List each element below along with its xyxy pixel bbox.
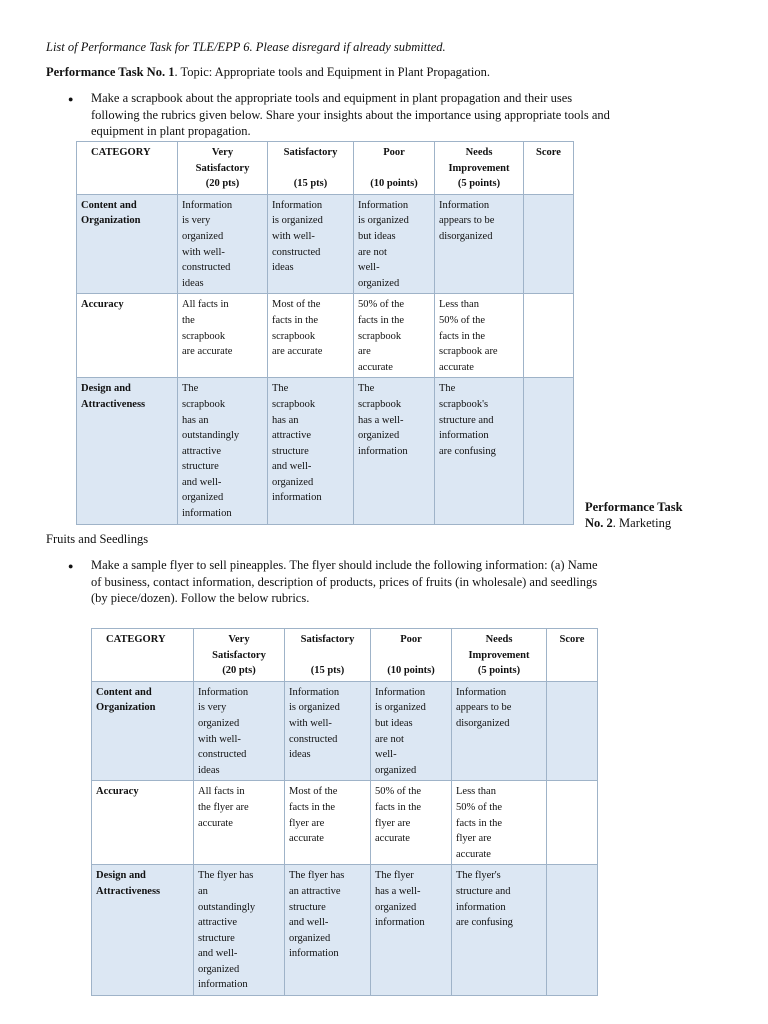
cell-text-line: information	[272, 492, 322, 504]
score-cell	[547, 781, 598, 865]
score-cell	[524, 294, 574, 378]
cell-text-line: with well-	[182, 246, 225, 258]
column-header	[194, 629, 285, 682]
cell-text-line: organized	[198, 963, 240, 975]
cell-text-line: is organized	[375, 702, 426, 714]
cell-text-line: well-	[375, 749, 397, 761]
criteria-cell	[268, 378, 354, 524]
cell-text-line	[272, 161, 349, 177]
cell-text-line: accurate	[375, 833, 410, 845]
cell-text-line: Most of the	[289, 786, 338, 798]
cell-text-line: facts in the	[272, 314, 319, 326]
cell-text-line: Attractiveness	[81, 398, 146, 410]
cell-text-line: is very	[198, 702, 227, 714]
cell-text-line: Organization	[81, 215, 141, 227]
cell-text-line: information	[439, 430, 489, 442]
criteria-cell	[435, 194, 524, 294]
cell-text-line: information	[375, 917, 425, 929]
cell-text-line: Attractiveness	[96, 885, 161, 897]
criteria-cell	[178, 194, 268, 294]
cell-text-line: facts in the	[456, 817, 503, 829]
cell-text-line: outstandingly	[198, 901, 256, 913]
rubric-table-flyer	[91, 628, 598, 996]
cell-text-line: Satisfactory	[195, 162, 250, 174]
cell-text-line: Satisfactory	[300, 634, 355, 645]
criteria-cell	[371, 865, 452, 996]
task2-title-line2	[585, 515, 671, 531]
cell-text-line: are	[358, 346, 371, 358]
cell-text-line: facts in the	[375, 801, 422, 813]
cell-text-line: All facts in	[198, 786, 245, 798]
table-row	[92, 781, 598, 865]
table-row	[77, 294, 574, 378]
cell-text-line: scrapbook	[358, 398, 402, 410]
cell-text-line: is very	[182, 215, 211, 227]
cell-text-line: structure	[182, 461, 219, 473]
cell-text-line: facts in the	[289, 801, 336, 813]
cell-text-line: 50% of the	[456, 801, 503, 813]
cell-text-line: information	[198, 979, 248, 991]
cell-text-line: The flyer	[375, 870, 414, 882]
criteria-cell	[452, 781, 547, 865]
document-header-note: List of Performance Task for TLE/EPP 6. Please disregard if already submitted.	[46, 40, 446, 54]
cell-text-line: information	[456, 901, 506, 913]
category-cell	[92, 865, 194, 996]
table-row	[77, 378, 574, 524]
task1-label: Performance Task No. 1	[46, 65, 175, 79]
cell-text-line: ideas	[182, 277, 204, 289]
cell-text-line: ideas	[289, 749, 311, 761]
task2-topic: . Marketing	[612, 516, 672, 530]
cell-text-line: Organization	[96, 702, 156, 714]
column-header	[178, 142, 268, 195]
column-header	[435, 142, 524, 195]
cell-text-line: accurate	[358, 361, 393, 373]
cell-text-line: Information	[456, 686, 507, 698]
cell-text-line: structure and	[456, 885, 511, 897]
cell-text-line: organized	[375, 901, 417, 913]
cell-text-line: attractive	[272, 430, 312, 442]
category-cell	[92, 681, 194, 781]
cell-text-line: (5 points)	[457, 178, 501, 190]
cell-text-line: and well-	[198, 948, 238, 960]
table-row	[77, 194, 574, 294]
cell-text-line: organized	[358, 277, 400, 289]
criteria-cell	[452, 681, 547, 781]
task1-instruction-line: Make a scrapbook about the appropriate tools and equipment in plant propagation and their uses	[91, 91, 573, 105]
criteria-cell	[435, 378, 524, 524]
cell-text-line: Accuracy	[96, 786, 139, 798]
cell-text-line: scrapbook	[358, 330, 402, 342]
column-header	[452, 629, 547, 682]
cell-text-line: accurate	[456, 848, 491, 860]
cell-text-line: 50% of the	[439, 314, 486, 326]
cell-text-line: constructed	[289, 733, 338, 745]
cell-text-line: accurate	[198, 817, 233, 829]
cell-text-line	[375, 648, 447, 664]
table-header-row	[92, 629, 598, 682]
cell-text-line: organized	[198, 717, 240, 729]
cell-text-line: organized	[289, 932, 331, 944]
cell-text-line: Information	[439, 199, 490, 211]
cell-text-line: Score	[536, 147, 561, 158]
cell-text-line	[358, 161, 430, 177]
cell-text-line: Information	[272, 199, 323, 211]
cell-text-line: structure	[272, 445, 309, 457]
task2-instruction-line: Make a sample flyer to sell pineapples. The flyer should include the following information: (a) Name	[91, 558, 598, 572]
cell-text-line: facts in the	[439, 330, 486, 342]
criteria-cell	[285, 781, 371, 865]
cell-text-line: flyer are	[375, 817, 411, 829]
column-header	[77, 142, 178, 195]
cell-text-line: an	[198, 885, 208, 897]
criteria-cell	[354, 294, 435, 378]
cell-text-line: and well-	[289, 917, 329, 929]
cell-text-line: (5 points)	[477, 665, 521, 677]
cell-text-line: Content and	[81, 199, 137, 211]
category-cell	[77, 378, 178, 524]
cell-text-line: (15 pts)	[310, 665, 345, 677]
criteria-cell	[354, 194, 435, 294]
column-header	[268, 142, 354, 195]
cell-text-line: constructed	[198, 749, 247, 761]
cell-text-line	[289, 648, 366, 664]
category-cell	[92, 781, 194, 865]
column-header	[371, 629, 452, 682]
cell-text-line: has a well-	[375, 885, 421, 897]
cell-text-line: (10 points)	[387, 665, 435, 677]
cell-text-line: Information	[198, 686, 249, 698]
criteria-cell	[194, 781, 285, 865]
task2-topic-continued: Fruits and Seedlings	[46, 532, 149, 546]
cell-text-line: organized	[375, 764, 417, 776]
bullet-icon: ●	[68, 561, 74, 571]
cell-text-line: Poor	[383, 147, 405, 158]
cell-text-line: The flyer has	[289, 870, 345, 882]
cell-text-line: (15 pts)	[293, 178, 328, 190]
cell-text-line: organized	[272, 476, 314, 488]
cell-text-line: CATEGORY	[91, 147, 151, 158]
cell-text-line: flyer are	[456, 833, 492, 845]
cell-text-line: Content and	[96, 686, 152, 698]
cell-text-line: Design and	[81, 383, 131, 395]
cell-text-line: attractive	[182, 445, 222, 457]
bullet-icon: ●	[68, 94, 74, 104]
cell-text-line: (10 points)	[370, 178, 418, 190]
cell-text-line: constructed	[272, 246, 321, 258]
column-header	[285, 629, 371, 682]
cell-text-line: with well-	[289, 717, 332, 729]
cell-text-line: 50% of the	[358, 299, 405, 311]
cell-text-line: disorganized	[456, 717, 510, 729]
cell-text-line: organized	[358, 430, 400, 442]
task1-topic: . Topic: Appropriate tools and Equipment in Plant Propagation.	[174, 65, 490, 79]
cell-text-line: organized	[182, 230, 224, 242]
cell-text-line: Information	[375, 686, 426, 698]
category-cell	[77, 194, 178, 294]
cell-text-line: scrapbook	[272, 330, 316, 342]
criteria-cell	[285, 681, 371, 781]
task1-instruction-line: equipment in plant propagation.	[91, 124, 251, 138]
cell-text-line: the flyer are	[198, 801, 249, 813]
criteria-cell	[268, 294, 354, 378]
cell-text-line: are not	[375, 733, 404, 745]
task1-instruction-line: following the rubrics given below. Share your insights about the importance using appropriate tools and	[91, 107, 610, 122]
cell-text-line: is organized	[289, 702, 340, 714]
cell-text-line: Very	[211, 147, 234, 158]
cell-text-line: scrapbook	[182, 330, 226, 342]
cell-text-line: Score	[559, 634, 585, 645]
cell-text-line: information	[182, 508, 232, 520]
cell-text-line: with well-	[272, 230, 315, 242]
cell-text-line: an attractive	[289, 885, 341, 897]
cell-text-line: has an	[182, 414, 209, 426]
cell-text-line: ideas	[198, 764, 220, 776]
cell-text-line: and well-	[272, 461, 312, 473]
cell-text-line: facts in the	[358, 314, 405, 326]
cell-text-line: is organized	[272, 215, 323, 227]
cell-text-line: Accuracy	[81, 299, 124, 311]
criteria-cell	[371, 781, 452, 865]
criteria-cell	[178, 294, 268, 378]
criteria-cell	[371, 681, 452, 781]
cell-text-line: Improvement	[468, 649, 530, 661]
cell-text-line: Less than	[456, 786, 496, 798]
cell-text-line: Improvement	[448, 162, 510, 174]
cell-text-line: are confusing	[456, 917, 513, 929]
cell-text-line: disorganized	[439, 230, 493, 242]
cell-text-line: and well-	[182, 476, 222, 488]
cell-text-line: appears to be	[456, 702, 512, 714]
cell-text-line: constructed	[182, 262, 231, 274]
cell-text-line: (20 pts)	[205, 178, 240, 190]
cell-text-line: are not	[358, 246, 387, 258]
cell-text-line: structure	[198, 932, 235, 944]
cell-text-line: Design and	[96, 870, 146, 882]
cell-text-line: Less than	[439, 299, 479, 311]
score-cell	[547, 681, 598, 781]
cell-text-line: flyer are	[289, 817, 325, 829]
column-header	[547, 629, 598, 682]
cell-text-line: are accurate	[182, 346, 233, 358]
cell-text-line: outstandingly	[182, 430, 240, 442]
cell-text-line: scrapbook are	[439, 346, 498, 358]
task2-label-line2: No. 2	[585, 516, 613, 530]
criteria-cell	[268, 194, 354, 294]
cell-text-line: Most of the	[272, 299, 321, 311]
cell-text-line: information	[358, 445, 408, 457]
cell-text-line: organized	[182, 492, 224, 504]
cell-text-line: has a well-	[358, 414, 404, 426]
cell-text-line: 50% of the	[375, 786, 422, 798]
cell-text-line: structure	[289, 901, 326, 913]
criteria-cell	[178, 378, 268, 524]
criteria-cell	[194, 865, 285, 996]
criteria-cell	[285, 865, 371, 996]
task1-instructions	[91, 90, 610, 140]
task2-label-line1: Performance Task	[585, 500, 683, 514]
score-cell	[524, 378, 574, 524]
cell-text-line: All facts in	[182, 299, 229, 311]
cell-text-line: The	[358, 383, 375, 395]
cell-text-line: scrapbook	[182, 398, 226, 410]
task2-instruction-line: of business, contact information, description of products, prices of fruits (in wholesale) and seedlings	[91, 574, 598, 589]
table-row	[92, 865, 598, 996]
score-cell	[547, 865, 598, 996]
cell-text-line: Needs	[465, 147, 493, 158]
cell-text-line: The	[272, 383, 289, 395]
cell-text-line: has an	[272, 414, 299, 426]
cell-text-line: with well-	[198, 733, 241, 745]
cell-text-line: Poor	[400, 634, 422, 645]
column-header	[92, 629, 194, 682]
task1-title	[46, 64, 490, 80]
cell-text-line: the	[182, 314, 195, 326]
criteria-cell	[194, 681, 285, 781]
cell-text-line: ideas	[272, 262, 294, 274]
rubric-table-scrapbook	[76, 141, 574, 525]
task2-instructions	[91, 557, 598, 607]
cell-text-line: Information	[182, 199, 233, 211]
table-row	[92, 681, 598, 781]
cell-text-line: is organized	[358, 215, 409, 227]
cell-text-line: scrapbook's	[439, 398, 489, 410]
cell-text-line: (20 pts)	[222, 665, 256, 677]
cell-text-line: well-	[358, 262, 380, 274]
cell-text-line: but ideas	[375, 717, 413, 729]
task2-instruction-line: (by piece/dozen). Follow the below rubrics.	[91, 591, 310, 605]
score-cell	[524, 194, 574, 294]
column-header	[354, 142, 435, 195]
cell-text-line: are confusing	[439, 445, 496, 457]
cell-text-line: The flyer has	[198, 870, 254, 882]
cell-text-line: are accurate	[272, 346, 323, 358]
column-header	[524, 142, 574, 195]
cell-text-line: Information	[289, 686, 340, 698]
cell-text-line: information	[289, 948, 339, 960]
cell-text-line: Information	[358, 199, 409, 211]
cell-text-line: attractive	[198, 917, 238, 929]
cell-text-line: The flyer's	[456, 870, 501, 882]
cell-text-line: Very	[228, 634, 250, 645]
cell-text-line: accurate	[289, 833, 324, 845]
criteria-cell	[452, 865, 547, 996]
table-header-row	[77, 142, 574, 195]
cell-text-line: The	[182, 383, 199, 395]
cell-text-line: but ideas	[358, 230, 396, 242]
cell-text-line: Satisfactory	[283, 147, 338, 158]
cell-text-line: CATEGORY	[106, 634, 166, 645]
cell-text-line: Needs	[485, 634, 513, 645]
cell-text-line: Satisfactory	[212, 649, 266, 661]
criteria-cell	[354, 378, 435, 524]
cell-text-line: structure and	[439, 414, 494, 426]
cell-text-line: accurate	[439, 361, 474, 373]
cell-text-line: The	[439, 383, 456, 395]
cell-text-line: appears to be	[439, 215, 495, 227]
cell-text-line: scrapbook	[272, 398, 316, 410]
criteria-cell	[435, 294, 524, 378]
category-cell	[77, 294, 178, 378]
